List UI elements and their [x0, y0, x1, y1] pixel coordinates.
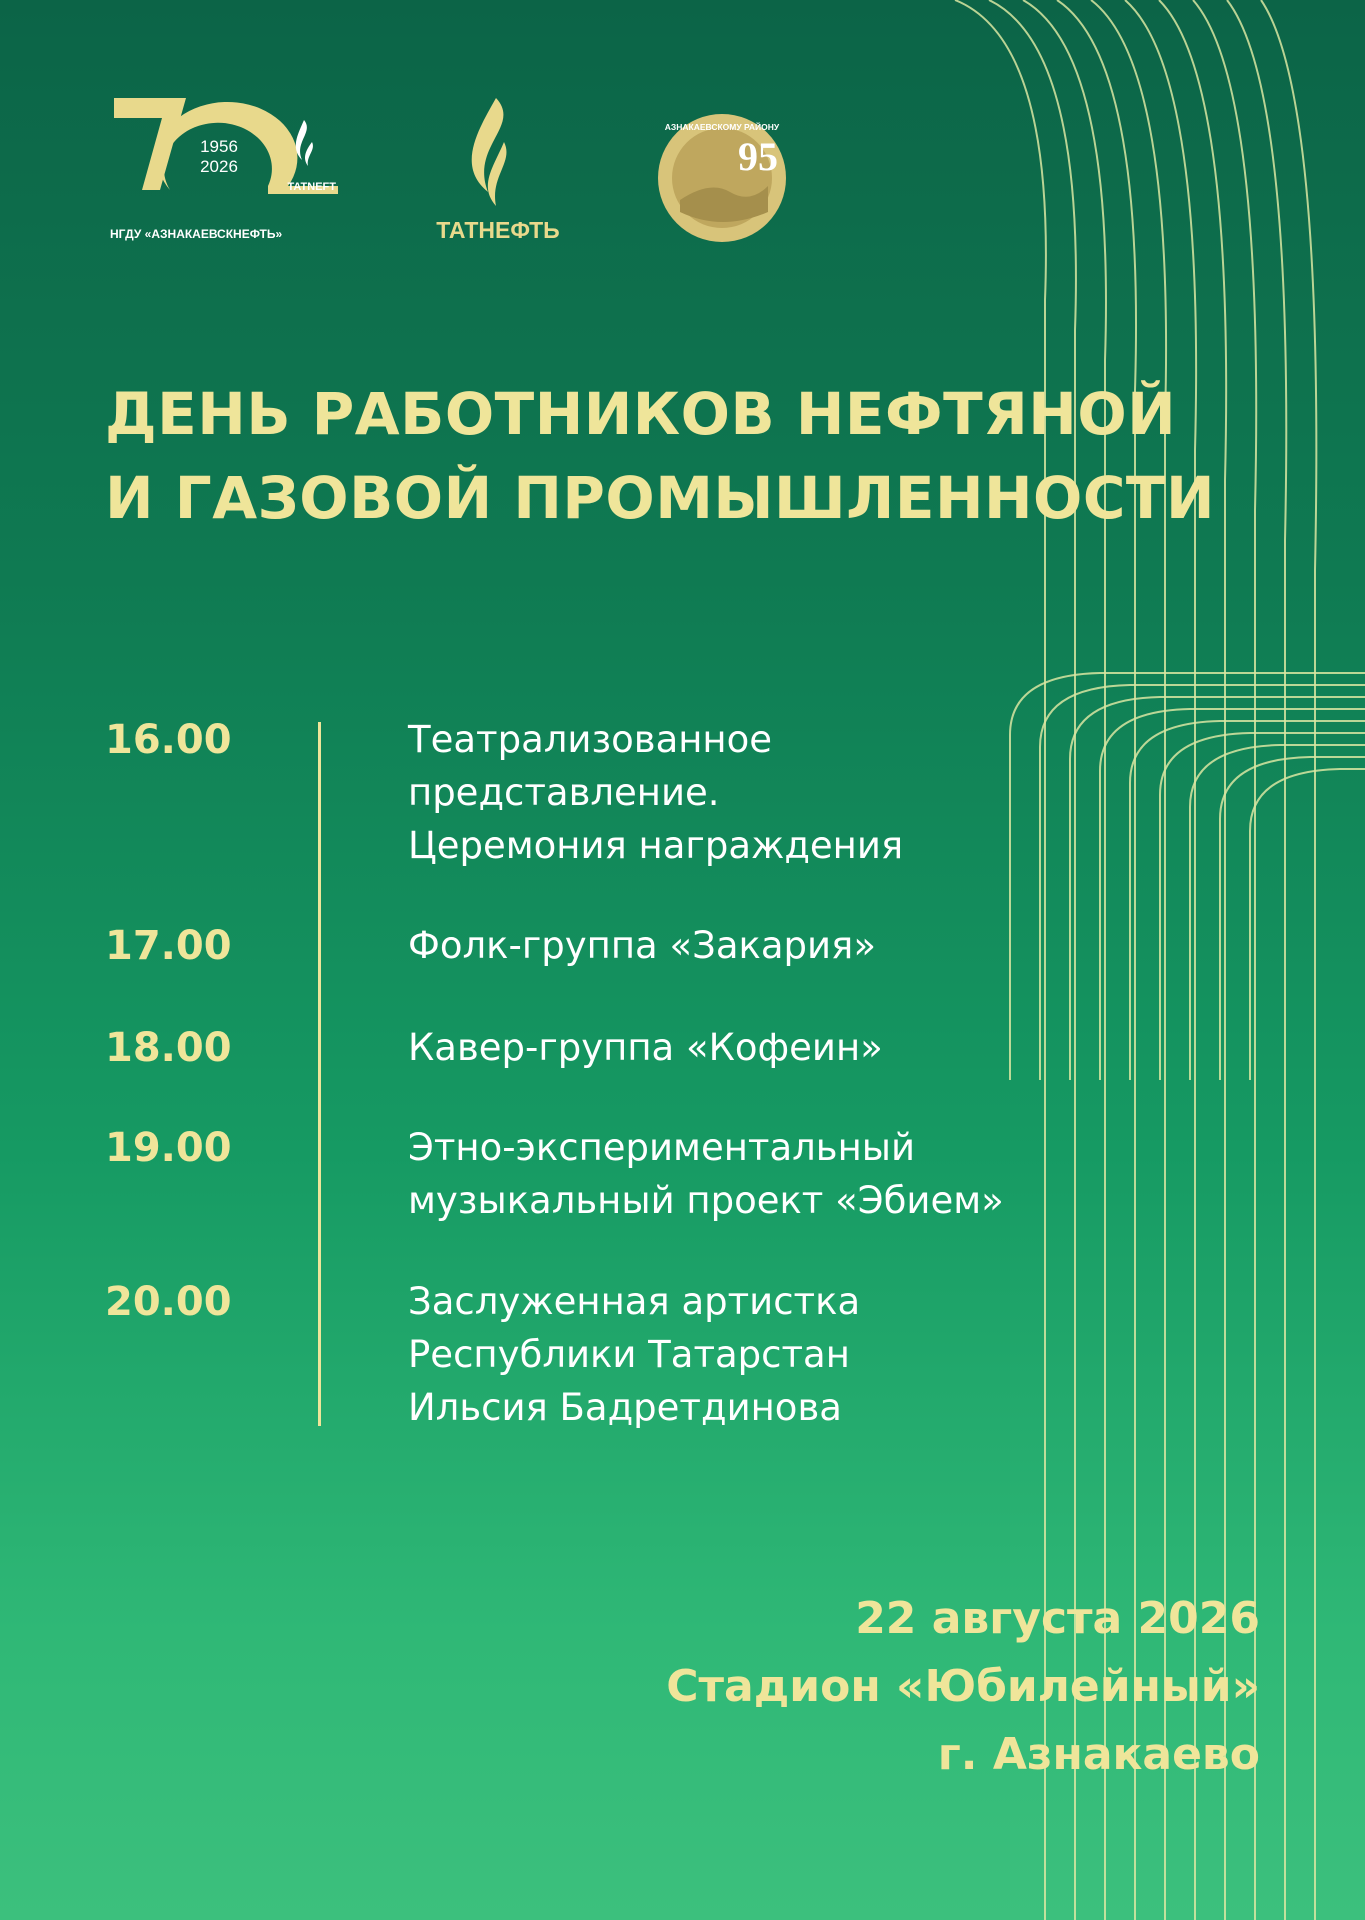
- schedule-item-line: представление.: [408, 771, 720, 814]
- event-city: г. Азнакаево: [937, 1729, 1260, 1780]
- schedule-divider: [318, 722, 321, 1426]
- schedule-item: [408, 1275, 860, 1434]
- anniversary-year-start: 1956: [200, 137, 238, 156]
- schedule-time: 19.00: [105, 1125, 232, 1171]
- district-number: 95: [738, 134, 778, 179]
- event-place: Стадион «Юбилейный»: [666, 1661, 1260, 1712]
- title-line-1: ДЕНЬ РАБОТНИКОВ НЕФТЯНОЙ: [105, 380, 1177, 448]
- schedule-item-line: Театрализованное: [408, 718, 773, 761]
- anniversary-logo: [108, 90, 348, 250]
- decorative-arc: [1010, 673, 1365, 1080]
- decorative-arc: [1220, 757, 1365, 1080]
- schedule-item-line: Ильсия Бадретдинова: [408, 1386, 842, 1429]
- district-anniversary-emblem: [650, 100, 810, 250]
- decorative-arc: [1190, 745, 1365, 1080]
- decorative-arc: [1070, 697, 1365, 1080]
- district-ring-text: АЗНАКАЕВСКОМУ РАЙОНУ: [664, 122, 780, 132]
- schedule-item-line: музыкальный проект «Эбием»: [408, 1179, 1004, 1222]
- tatneft-logo: [398, 96, 598, 246]
- schedule-item-line: Кавер-группа «Кофеин»: [408, 1026, 883, 1069]
- schedule-time: 17.00: [105, 923, 232, 969]
- schedule-item-line: Республики Татарстан: [408, 1333, 850, 1376]
- schedule-item-line: Заслуженная артистка: [408, 1280, 861, 1323]
- schedule-item-line: Церемония награждения: [408, 824, 904, 867]
- schedule-item: [408, 713, 903, 872]
- event-date: 22 августа 2026: [855, 1593, 1260, 1644]
- event-title: [105, 372, 1215, 540]
- schedule-item-line: Фолк-группа «Закария»: [408, 924, 876, 967]
- decorative-arc: [1261, 0, 1316, 1920]
- schedule-time: 16.00: [105, 717, 232, 763]
- event-details: [666, 1585, 1260, 1789]
- anniversary-caption: НГДУ «АЗНАКАЕВСКНЕФТЬ»: [110, 227, 283, 241]
- schedule-item: [408, 919, 876, 972]
- decorative-arc: [1250, 769, 1365, 1080]
- schedule-item: [408, 1121, 1004, 1227]
- decorative-arc: [1100, 709, 1365, 1080]
- anniversary-brand: TATNEFT: [287, 181, 336, 193]
- flame-icon: [472, 98, 504, 192]
- schedule-time: 18.00: [105, 1025, 232, 1071]
- schedule-time: 20.00: [105, 1279, 232, 1325]
- tatneft-wordmark: ТАТНЕФТЬ: [436, 217, 560, 243]
- schedule-item: [408, 1021, 883, 1074]
- title-line-2: И ГАЗОВОЙ ПРОМЫШЛЕННОСТИ: [105, 464, 1216, 532]
- anniversary-year-end: 2026: [200, 157, 238, 176]
- schedule-item-line: Этно-экспериментальный: [408, 1126, 916, 1169]
